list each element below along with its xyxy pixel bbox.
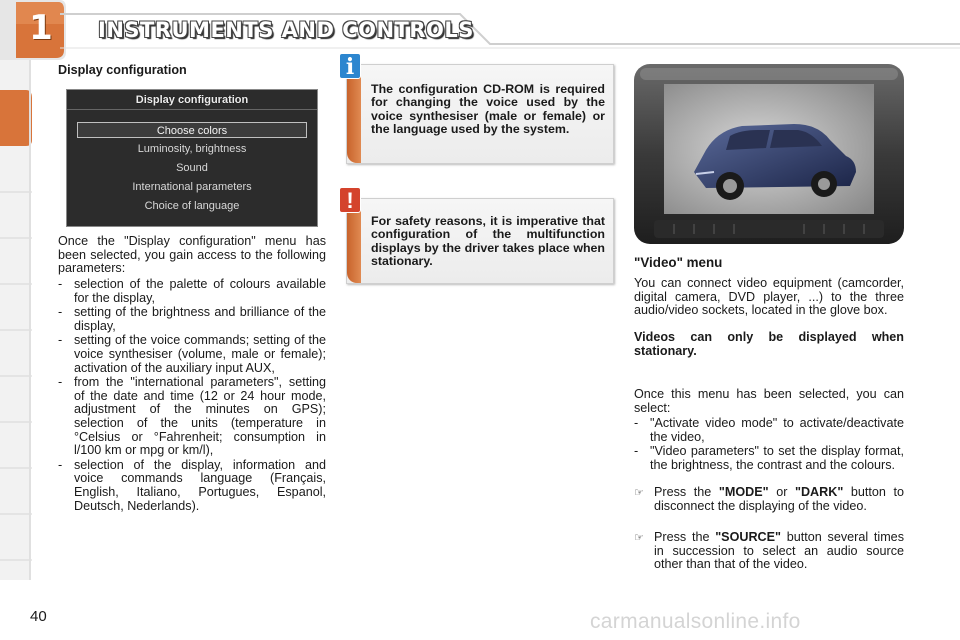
- warning-box-text: For safety reasons, it is imperative that configuration of the multifunction displays by the driver takes place when stationary.: [371, 214, 605, 268]
- warning-box: [346, 188, 614, 284]
- menu-item-sound: Sound: [176, 162, 208, 174]
- display-config-list: [58, 278, 326, 513]
- watermark: carmanualsonline.info: [590, 610, 801, 633]
- list-item: - selection of the palette of colours available for the display,: [58, 277, 326, 305]
- menu-item-language: Choice of language: [144, 200, 240, 212]
- list-item: - "Video parameters" to set the display format, the brightness, the contrast and the colours.: [634, 444, 904, 472]
- video-options-list: [634, 417, 904, 472]
- page-number: 40: [30, 608, 47, 625]
- display-config-menu-screenshot: [66, 89, 318, 227]
- display-config-heading: Display configuration: [58, 63, 187, 77]
- menu-item-international: International parameters: [132, 181, 252, 193]
- page-title: INSTRUMENTS AND CONTROLS: [98, 18, 474, 42]
- list-item: - selection of the display, information and voice commands language (Français, English, Italiano, Portugues, Espanol, Deutsch, Nederlands).: [58, 457, 326, 513]
- video-menu-heading: "Video" menu: [634, 255, 723, 270]
- list-item: - setting of the brightness and brilliance of the display,: [58, 305, 326, 333]
- menu-screen-title: Display configuration: [135, 94, 249, 106]
- list-item: - "Activate video mode" to activate/deactivate the video,: [634, 416, 904, 444]
- warning-icon: !: [339, 187, 361, 213]
- chapter-number: 1: [29, 8, 53, 48]
- info-box: [345, 54, 614, 164]
- pointing-hand-icon: ☞: [634, 486, 644, 499]
- press-source-instruction: ☞ Press the "SOURCE" button several times in succession to select an audio source other than that of the video.: [634, 530, 904, 572]
- video-select-intro: Once this menu has been selected, you can select:: [634, 387, 904, 415]
- list-item: - setting of the voice commands; setting of the voice synthesiser (volume, male or female); activation of the auxiliary input AUX,: [58, 333, 326, 375]
- car-video-display-image: [634, 64, 904, 244]
- video-menu-intro: You can connect video equipment (camcorder, digital camera, DVD player, ...) to the three audio/video sockets, located in the glove box.: [634, 276, 904, 318]
- pointing-hand-icon: ☞: [634, 531, 644, 544]
- menu-item-luminosity: Luminosity, brightness: [137, 143, 247, 155]
- menu-item-choose-colors: Choose colors: [77, 122, 307, 138]
- info-box-text: The configuration CD-ROM is required for changing the voice used by the voice synthesiser (male or female) or the language used by the system.: [371, 82, 605, 136]
- list-item: - from the "international parameters", setting of the date and time (12 or 24 hour mode, adjustment of the minutes on GPS); selection of the units (temperature in °Celsius or °Fahrenheit; consumption in l/100 km or mpg or km/l),: [58, 375, 326, 458]
- display-config-intro: Once the "Display configuration" menu has been selected, you gain access to the following parameters:: [58, 234, 326, 276]
- press-mode-instruction: ☞ Press the "MODE" or "DARK" button to disconnect the displaying of the video.: [634, 485, 904, 513]
- chapter-side-tabs[interactable]: [0, 60, 40, 580]
- video-menu-warning: Videos can only be displayed when stationary.: [634, 330, 904, 358]
- info-icon: i: [339, 53, 361, 79]
